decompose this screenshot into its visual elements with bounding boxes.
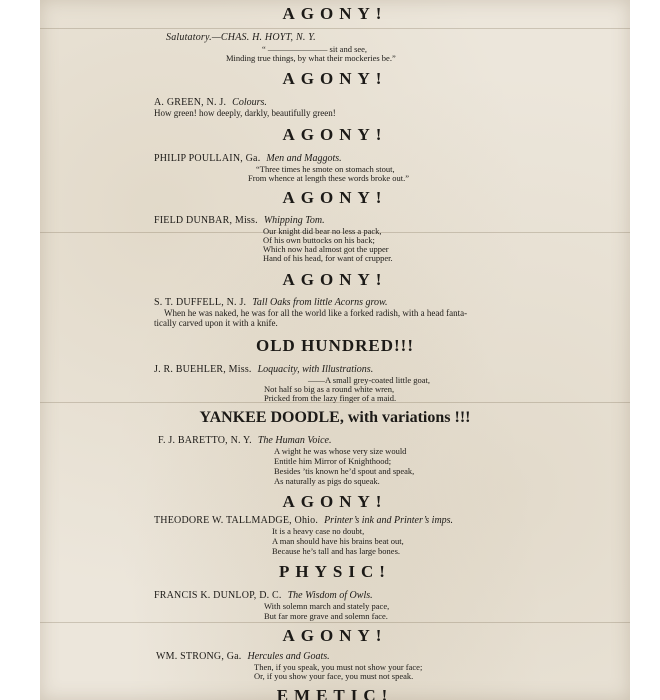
verse-line: tically carved upon it with a knife. — [154, 318, 278, 328]
oration-title: Hercules and Goats. — [247, 651, 330, 662]
verse-line: Not half so big as a round white wren, — [264, 384, 395, 394]
verse-line: How green! how deeply, darkly, beautifully green! — [154, 108, 336, 118]
speaker-name: WM. STRONG, Ga. — [156, 651, 242, 662]
oration-title: The Wisdom of Owls. — [287, 590, 373, 601]
verse-line: A wight he was whose very size would — [274, 446, 407, 456]
broadside-sheet — [40, 0, 630, 700]
section-heading: AGONY! — [282, 492, 388, 511]
verse-line: Hand of his head, for want of crupper. — [263, 253, 393, 263]
verse-line: But far more grave and solemn face. — [264, 611, 388, 621]
speaker-name: A. GREEN, N. J. — [154, 97, 227, 108]
verse-line: “ ——————— sit and see, — [262, 44, 368, 54]
speaker-name: Salutatory.—CHAS. H. HOYT, N. Y. — [166, 32, 316, 43]
oration-title: Printer’s ink and Printer’s imps. — [324, 515, 454, 526]
verse-line: It is a heavy case no doubt, — [272, 526, 365, 536]
verse-line: Besides ’tis known he’d spout and speak, — [274, 466, 415, 476]
oration-title: Tall Oaks from little Acorns grow. — [252, 297, 388, 308]
section-heading: AGONY! — [282, 626, 388, 645]
speaker-name: FIELD DUNBAR, Miss. — [154, 215, 258, 226]
oration-title: Men and Maggots. — [266, 153, 342, 164]
verse-line: Of his own buttocks on his back; — [263, 235, 375, 245]
speaker-name: THEODORE W. TALLMADGE, Ohio. — [154, 515, 319, 526]
verse-line: As naturally as pigs do squeak. — [274, 476, 380, 486]
verse-line: Entitle him Mirror of Knighthood; — [274, 456, 392, 466]
section-heading: AGONY! — [282, 188, 388, 207]
verse-line: Or, if you show your face, you must not speak. — [254, 671, 414, 681]
section-heading: PHYSIC! — [279, 562, 391, 581]
section-heading: AGONY! — [282, 4, 388, 23]
oration-title: The Human Voice. — [257, 435, 332, 446]
verse-line: With solemn march and stately pace, — [264, 601, 390, 611]
verse-line: Pricked from the lazy finger of a maid. — [264, 393, 397, 403]
section-heading: AGONY! — [282, 69, 388, 88]
oration-title: Whipping Tom. — [263, 215, 325, 226]
oration-title: Colours. — [232, 97, 267, 108]
verse-line: ——A small grey-coated little goat, — [308, 375, 431, 385]
verse-line: Our knight did bear no less a pack, — [263, 226, 382, 236]
fold-line — [40, 622, 630, 623]
speaker-name: PHILIP POULLAIN, Ga. — [154, 153, 261, 164]
verse-line: Then, if you speak, you must not show your face; — [254, 662, 423, 672]
section-heading: YANKEE DOODLE, with variations !!! — [199, 409, 471, 426]
section-heading: OLD HUNDRED!!! — [255, 336, 415, 355]
speaker-name: S. T. DUFFELL, N. J. — [154, 297, 247, 308]
speaker-entry — [166, 32, 316, 44]
verse-line: Which now had almost got the upper — [263, 244, 389, 254]
verse-line: From whence at length these words broke out.” — [248, 173, 409, 183]
section-heading: AGONY! — [282, 270, 388, 289]
verse-line: Minding true things, by what their mockeries be.” — [226, 53, 396, 63]
section-heading: AGONY! — [282, 125, 388, 144]
verse-line: “Three times he smote on stomach stout, — [256, 164, 395, 174]
speaker-name: FRANCIS K. DUNLOP, D. C. — [154, 590, 282, 601]
oration-title: Loquacity, with Illustrations. — [257, 364, 374, 375]
verse-line: A man should have his brains beat out, — [272, 536, 404, 546]
section-heading: EMETIC! — [276, 686, 394, 700]
speaker-name: J. R. BUEHLER, Miss. — [154, 364, 252, 375]
speaker-name: F. J. BARETTO, N. Y. — [158, 435, 252, 446]
verse-line: When he was naked, he was for all the world like a forked radish, with a head fanta- — [164, 308, 468, 318]
verse-line: Because he’s tall and has large bones. — [272, 546, 401, 556]
fold-line — [40, 28, 630, 29]
